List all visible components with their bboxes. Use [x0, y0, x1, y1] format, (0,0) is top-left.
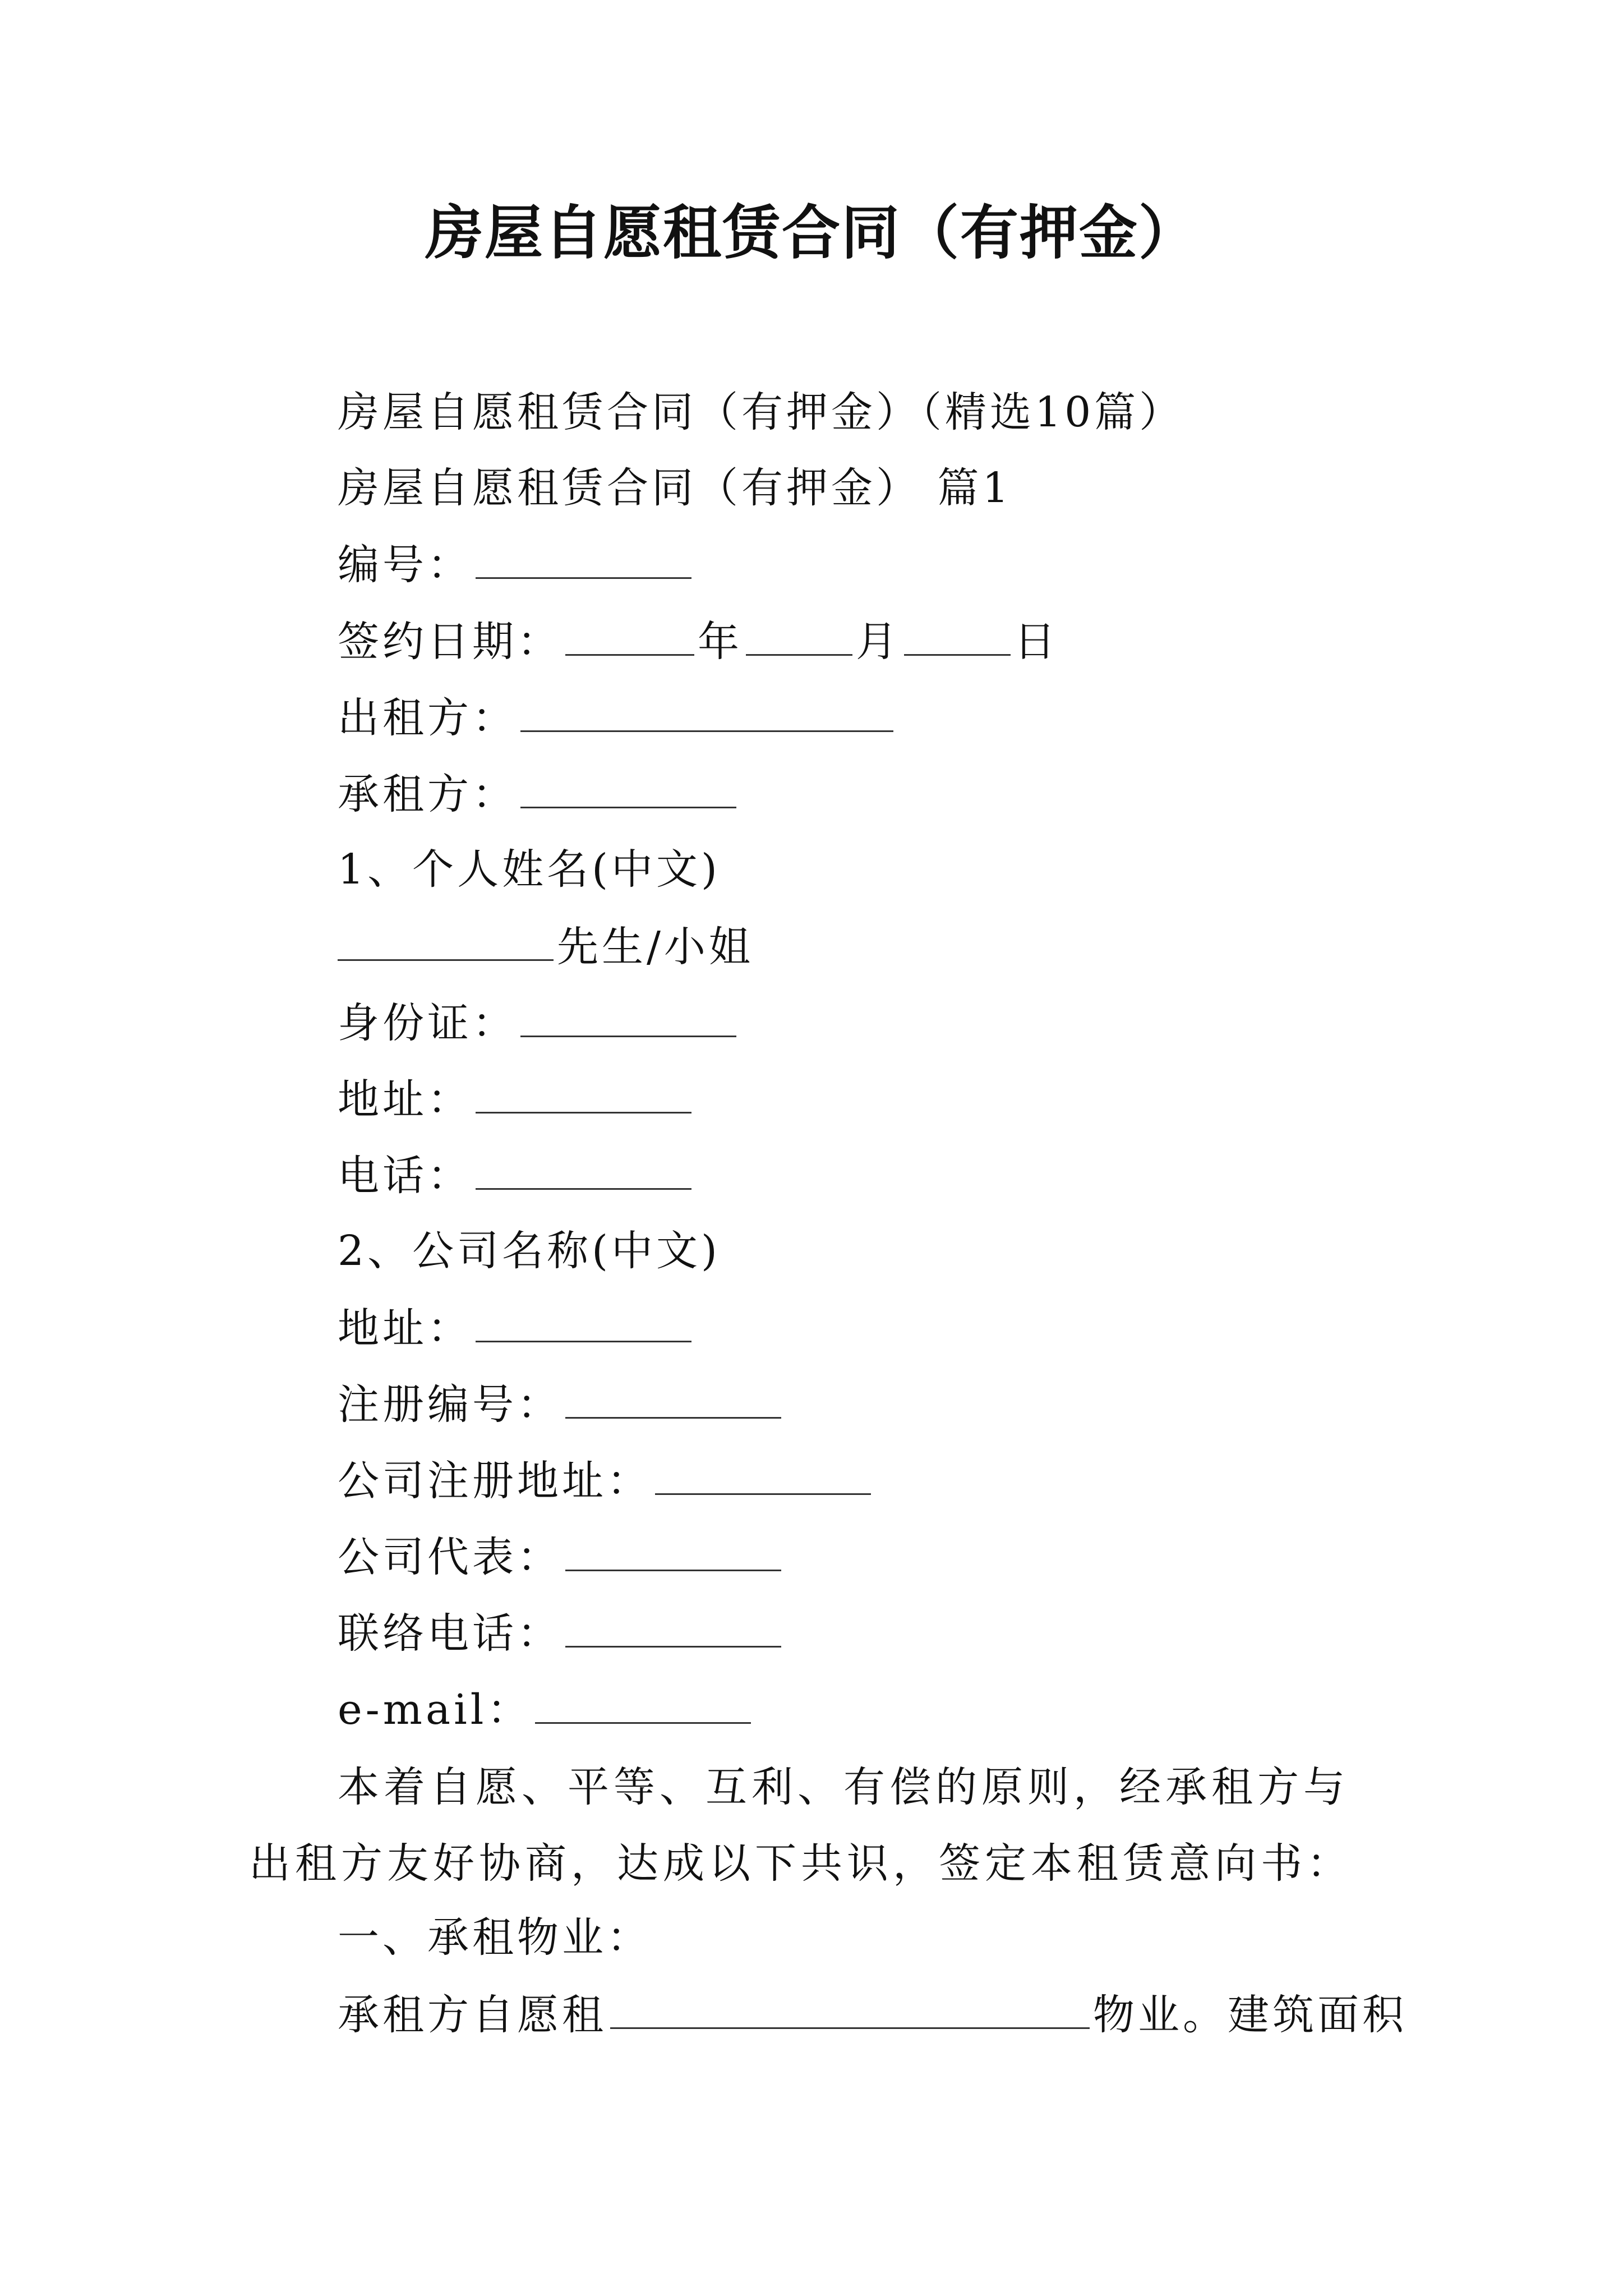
personal-address-line [338, 1070, 695, 1128]
phone-label: 电话： [338, 1152, 472, 1200]
property-blank [610, 1986, 1090, 2029]
id-blank [520, 994, 736, 1037]
year-label: 年 [698, 618, 743, 666]
reg-address-label: 公司注册地址： [338, 1457, 652, 1505]
personal-address-blank [476, 1070, 691, 1114]
property-line [338, 1986, 1407, 2043]
number-line [338, 536, 695, 593]
rep-label: 公司代表： [338, 1533, 562, 1581]
month-blank [746, 613, 852, 656]
lessor-blank [520, 689, 893, 732]
number-label: 编号： [338, 541, 472, 589]
lessee-label: 承租方： [338, 770, 517, 818]
id-label: 身份证： [338, 999, 517, 1047]
contact-phone-label: 联络电话： [338, 1609, 562, 1658]
company-address-blank [476, 1299, 691, 1342]
email-line [338, 1681, 754, 1738]
lessee-line [338, 765, 740, 822]
reg-no-line [338, 1375, 785, 1433]
contact-phone-blank [565, 1604, 781, 1648]
intro-paragraph: 本着自愿、平等、互利、有偿的原则，经承租方与出租方友好协商，达成以下共识，签定本租赁意向书： [249, 1763, 1353, 1888]
sign-date-label: 签约日期： [338, 618, 562, 666]
company-address-line [338, 1299, 695, 1356]
subtitle: 房屋自愿租赁合同（有押金）（精选10篇） [338, 388, 1184, 436]
section-heading: 房屋自愿租赁合同（有押金） 篇1 [338, 464, 1012, 512]
month-label: 月 [856, 618, 901, 666]
rep-line [338, 1528, 785, 1585]
company-heading: 2、公司名称(中文) [338, 1227, 721, 1275]
company-address-label: 地址： [338, 1304, 472, 1352]
document-title: 房屋自愿租赁合同（有押金） [425, 198, 1198, 267]
phone-line [338, 1147, 695, 1204]
clause-one-heading: 一、承租物业： [338, 1913, 652, 1962]
reg-address-line [338, 1452, 874, 1509]
property-suffix: 物业。建筑面积 [1093, 1991, 1407, 2039]
year-blank [565, 613, 694, 656]
day-label: 日 [1014, 618, 1059, 666]
personal-name-line [338, 918, 754, 975]
rep-blank [565, 1528, 781, 1571]
phone-blank [476, 1147, 691, 1190]
email-label: e-mail： [338, 1686, 532, 1734]
title-suffix: 先生/小姐 [557, 923, 754, 971]
personal-name-blank [338, 918, 554, 961]
reg-no-label: 注册编号： [338, 1381, 562, 1429]
property-prefix: 承租方自愿租 [338, 1991, 607, 2039]
personal-heading: 1、个人姓名(中文) [338, 845, 721, 894]
contact-phone-line [338, 1604, 785, 1662]
lessor-line [338, 689, 897, 746]
sign-date-line [338, 613, 1059, 670]
email-blank [535, 1681, 751, 1724]
lessee-blank [520, 765, 736, 808]
number-blank [476, 536, 691, 579]
reg-address-blank [655, 1452, 871, 1495]
id-line [338, 994, 740, 1051]
personal-address-label: 地址： [338, 1075, 472, 1124]
lessor-label: 出租方： [338, 694, 517, 742]
day-blank [904, 613, 1011, 656]
reg-no-blank [565, 1375, 781, 1419]
